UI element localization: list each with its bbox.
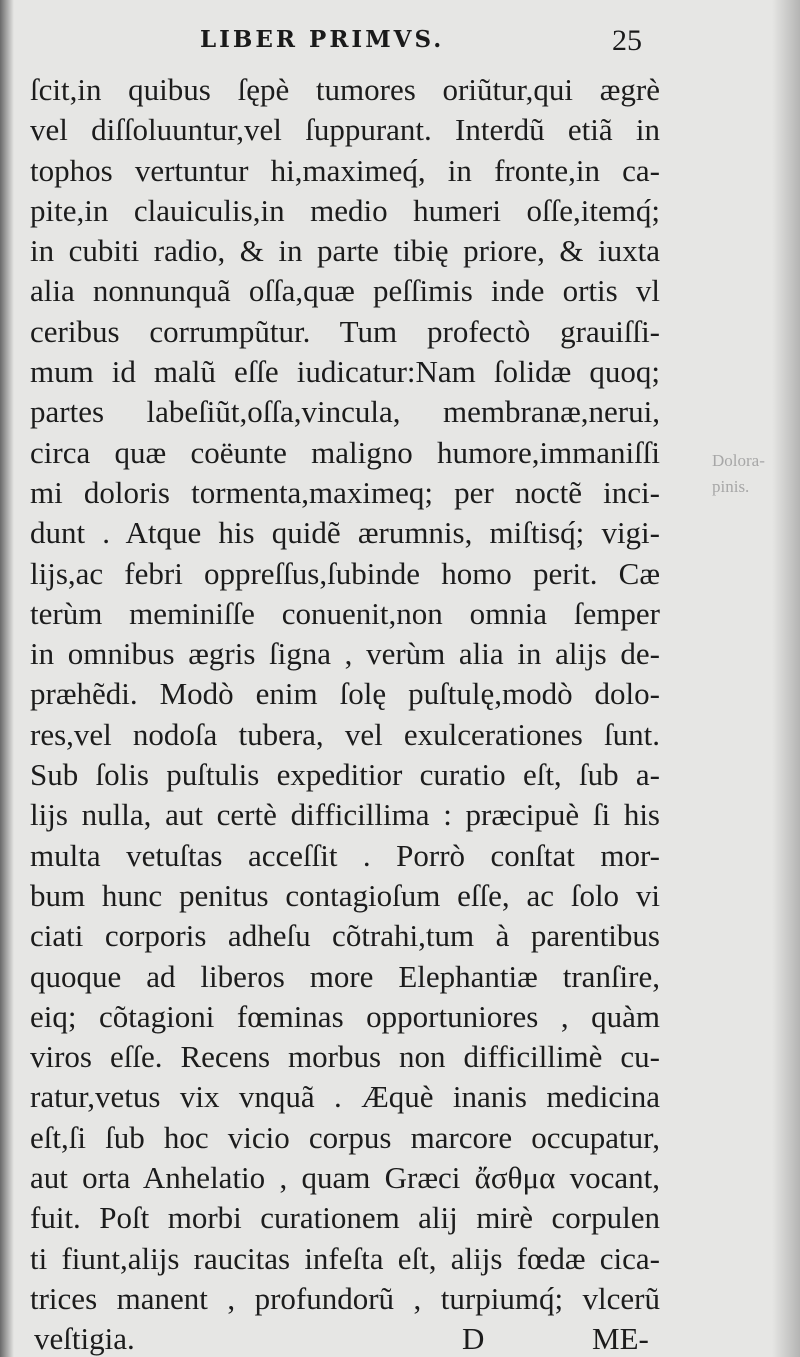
page-header (0, 24, 800, 64)
text-line: mi doloris tormenta,maximeq; per noctẽ inci- (30, 474, 660, 510)
signature-mark: D (462, 1321, 485, 1357)
final-word: veſtigia. (34, 1321, 135, 1357)
text-line: lijs nulla, aut certè difficillima : præcipuè ſi his (30, 797, 660, 833)
text-line: alia nonnunquã oſſa,quæ peſſimis inde ortis vl (30, 273, 660, 309)
margin-note-line: Dolora- (712, 451, 765, 470)
text-line: lijs,ac febri oppreſſus,ſubinde homo perit. Cæ (30, 555, 660, 591)
text-line: in cubiti radio, & in parte tibię priore, & iuxta (30, 233, 660, 269)
page-number: 25 (612, 24, 642, 57)
text-block (30, 70, 660, 1357)
text-line: ciati corporis adheſu cõtrahi,tum à parentibus (30, 918, 660, 954)
text-line: circa quæ coëunte maligno humore,immaniſſi (30, 434, 660, 470)
text-line: partes labeſiũt,oſſa,vincula, membranæ,nerui, (30, 394, 660, 430)
text-line: mum id malũ eſſe iudicatur:Nam ſolidæ quoq; (30, 354, 660, 390)
text-line: tophos vertuntur hi,maximeq́, in fronte,in ca- (30, 152, 660, 188)
running-head: LIBER PRIMVS. (200, 26, 445, 53)
text-line: bum hunc penitus contagioſum eſſe, ac ſolo vi (30, 877, 660, 913)
margin-note (712, 448, 792, 500)
text-line: dunt . Atque his quidẽ ærumnis, miſtisq́; vigi- (30, 515, 660, 551)
text-line: ſcit,in quibus ſępè tumores oriũtur,qui ægrè (30, 72, 660, 107)
final-line (30, 1319, 660, 1357)
text-line: ratur,vetus vix vnquã . Æquè inanis medicina (30, 1079, 660, 1115)
text-line: aut orta Anhelatio , quam Græci ἄσθμα vocant, (30, 1160, 660, 1196)
text-line: eſt,ſi ſub hoc vicio corpus marcore occupatur, (30, 1119, 660, 1155)
text-line: viros eſſe. Recens morbus non difficillimè cu- (30, 1039, 660, 1075)
margin-note-line: pinis. (712, 477, 750, 496)
text-line: ti fiunt,alijs raucitas infeſta eſt, alijs fœdæ cica- (30, 1240, 660, 1276)
edge-shadow (772, 0, 800, 1357)
text-line: præhẽdi. Modò enim ſolę puſtulę,modò dolo- (30, 676, 660, 712)
text-line: pite,in clauiculis,in medio humeri oſſe,itemq́; (30, 192, 660, 228)
text-line: trices manent , profundorũ , turpiumq́; vlcerũ (30, 1280, 660, 1316)
text-line: in omnibus ægris ſigna , verùm alia in alijs de- (30, 636, 660, 672)
text-line: res,vel nodoſa tubera, vel exulcerationes ſunt. (30, 716, 660, 752)
text-line: multa vetuſtas acceſſit . Porrò conſtat mor- (30, 837, 660, 873)
text-line: eiq; cõtagioni fœminas opportuniores , quàm (30, 998, 660, 1034)
catchword: ME- (592, 1321, 649, 1357)
text-line: vel diſſoluuntur,vel ſuppurant. Interdũ etiã in (30, 112, 660, 148)
text-line: ceribus corrumpũtur. Tum profectò grauiſſi- (30, 313, 660, 349)
text-line: quoque ad liberos more Elephantiæ tranſire, (30, 958, 660, 994)
text-line: Sub ſolis puſtulis expeditior curatio eſt, ſub a- (30, 757, 660, 793)
text-line: fuit. Poſt morbi curationem alij mirè corpulen (30, 1200, 660, 1236)
gutter-shadow (0, 0, 14, 1357)
text-line: terùm meminiſſe conuenit,non omnia ſemper (30, 595, 660, 631)
